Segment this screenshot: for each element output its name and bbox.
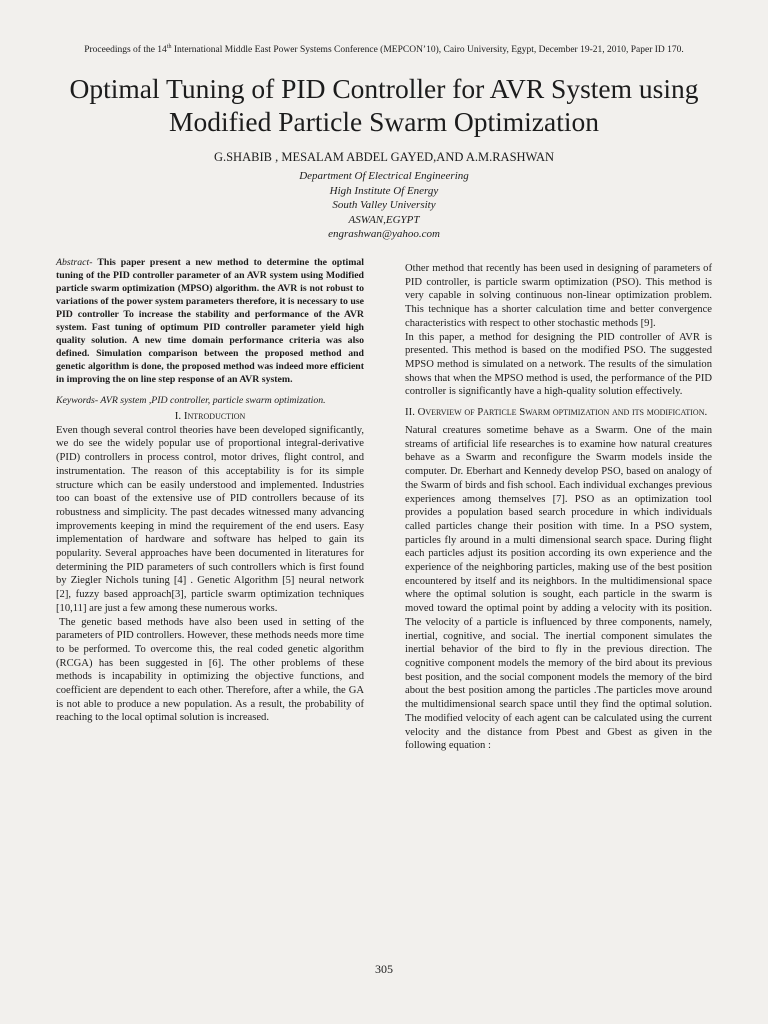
right-column xyxy=(405,262,712,753)
section-heading-pso-overview: II. Overview of Particle Swarm optimization and its modification. xyxy=(405,406,708,419)
right-paragraph-2: In this paper, a method for designing the PID controller of AVR is presented. This method is based on the modified PSO. The suggested MPSO method is simulated on a network. The results of the simulation shows that when the MPSO method is used, the performance of the PID controller is significantly have a high-quality solution effectively. xyxy=(405,331,712,398)
affiliation-department: Department Of Electrical Engineering xyxy=(299,170,469,182)
proceedings-header xyxy=(0,44,768,55)
pso-paragraph: Natural creatures sometime behave as a Swarm. One of the main streams of artificial life researches is to examine how natural creatures behave as a Swarm and reconfigure the Swarm models inside the computer. Dr. Eberhart and Kennedy develop PSO, based on analogy of the Swarm of birds and fish school. Each individual exchanges previous experiences among themselves [7]. PSO as an optimization tool provides a population based search procedure in which individuals called particles change their position with time. In a PSO system, particles fly around in a multi dimensional search space. During flight each particles adjust its position according its own experience and the experience of the neighboring particles, making use of the best position encountered by itself and its neighbors. In the multidimensional space where the optimal solution is sought, each particle in the swarm is moved toward the optimal point by adding a velocity with its position. The velocity of a particle is influenced by three components, namely, inertial, cognitive, and social. The inertial component simulates the inertial behavior of the bird to fly in the previous direction. The cognitive component models the memory of the bird about its previous best position, and the social component models the memory of the bird about the best position among the particles .The particles move around the multidimensional search space until they find the optimal solution. The modified velocity of each agent can be calculated using the current velocity and the distance from Pbest and Gbest as given in the following equation : xyxy=(405,425,712,752)
left-column xyxy=(56,256,364,725)
authors: G.SHABIB , MESALAM ABDEL GAYED,AND A.M.RASHWAN xyxy=(213,150,555,164)
paper-title: Optimal Tuning of PID Controller for AVR System using Modified Particle Swarm Optimization xyxy=(69,73,699,137)
proceedings-suffix: International Middle East Power Systems Conference (MEPCON’10), Cairo University, Egypt, December 19-21, 2010, Paper ID 170. xyxy=(171,45,684,56)
proceedings-superscript: th xyxy=(166,44,172,50)
abstract-text: This paper present a new method to determine the optimal tuning of the PID controller parameter of an AVR system using Modified particle swarm optimization (MPSO) algorithm. the AVR is not robust to variations of the power system parameters therefore, it is necessary to use PID controller To increase the stability and performance of the AVR system. Fast tuning of optimum PID controller parameter yield high quality solution. A new time domain performance criteria was also defined. Simulation comparison between the proposed method and genetic algorithm is done, the proposed method was indeed more efficient in improving the on line step response of an AVR system. xyxy=(56,257,364,385)
keywords: Keywords- AVR system ,PID controller, particle swarm optimization. xyxy=(56,395,326,406)
affiliation-institute: High Institute Of Energy xyxy=(329,184,439,197)
right-paragraph-1: Other method that recently has been used in designing of parameters of PID controller, is particle swarm optimization (PSO). This method is very capable in solving continuous non-linear optimization problem. This technique has a shorter calculation time and better convergence characteristics with respect to other stochastic methods [9]. xyxy=(405,263,712,329)
proceedings-prefix: Proceedings of the 14 xyxy=(84,45,167,56)
section-heading-introduction: I. Introduction xyxy=(174,410,246,422)
affiliation-location: ASWAN,EGYPT xyxy=(348,213,420,226)
abstract xyxy=(56,256,364,386)
abstract-lead: Abstract- xyxy=(56,257,98,268)
affiliation-block xyxy=(0,169,768,242)
page-number: 305 xyxy=(375,962,393,976)
affiliation-email: engrashwan@yahoo.com xyxy=(328,228,440,240)
introduction-paragraph-2: The genetic based methods have also been used in setting of the parameters of PID controllers. However, these methods needs more time to be performed. To overcome this, the real coded genetic algorithm (RCGA) has been suggested in [6]. The other problems of these methods is incapability in optimizing the objective functions, and coefficient are dependent to each other. Therefore, after a while, the GA is not able to produce a new population. As a result, the probability of reaching to the local optimal solution is increased. xyxy=(56,616,364,724)
affiliation-university: South Valley University xyxy=(332,199,436,211)
introduction-paragraph-1: Even though several control theories have been developed significantly, we do see the widely popular use of proportional integral-derivative (PID) controllers in process control, motor drives, flight control, and instrumentation. The reason of this acceptability is for its simple structure which can be easily understood and implemented. Industries too can boast of the extensive use of PID controllers because of its robustness and simplicity. The past decades witnessed many advancing improvements keeping in mind the requirement of the end users. Easy implementation of hardware and software has helped to gain its popularity. Several approaches have been documented in literatures for determining the PID parameters of such controllers which is first found by Ziegler Nichols tuning [4] . Genetic Algorithm [5] neural network [2], fuzzy based approach[3], particle swarm optimization techniques [10,11] are just a few among these numerous works. xyxy=(56,424,364,614)
